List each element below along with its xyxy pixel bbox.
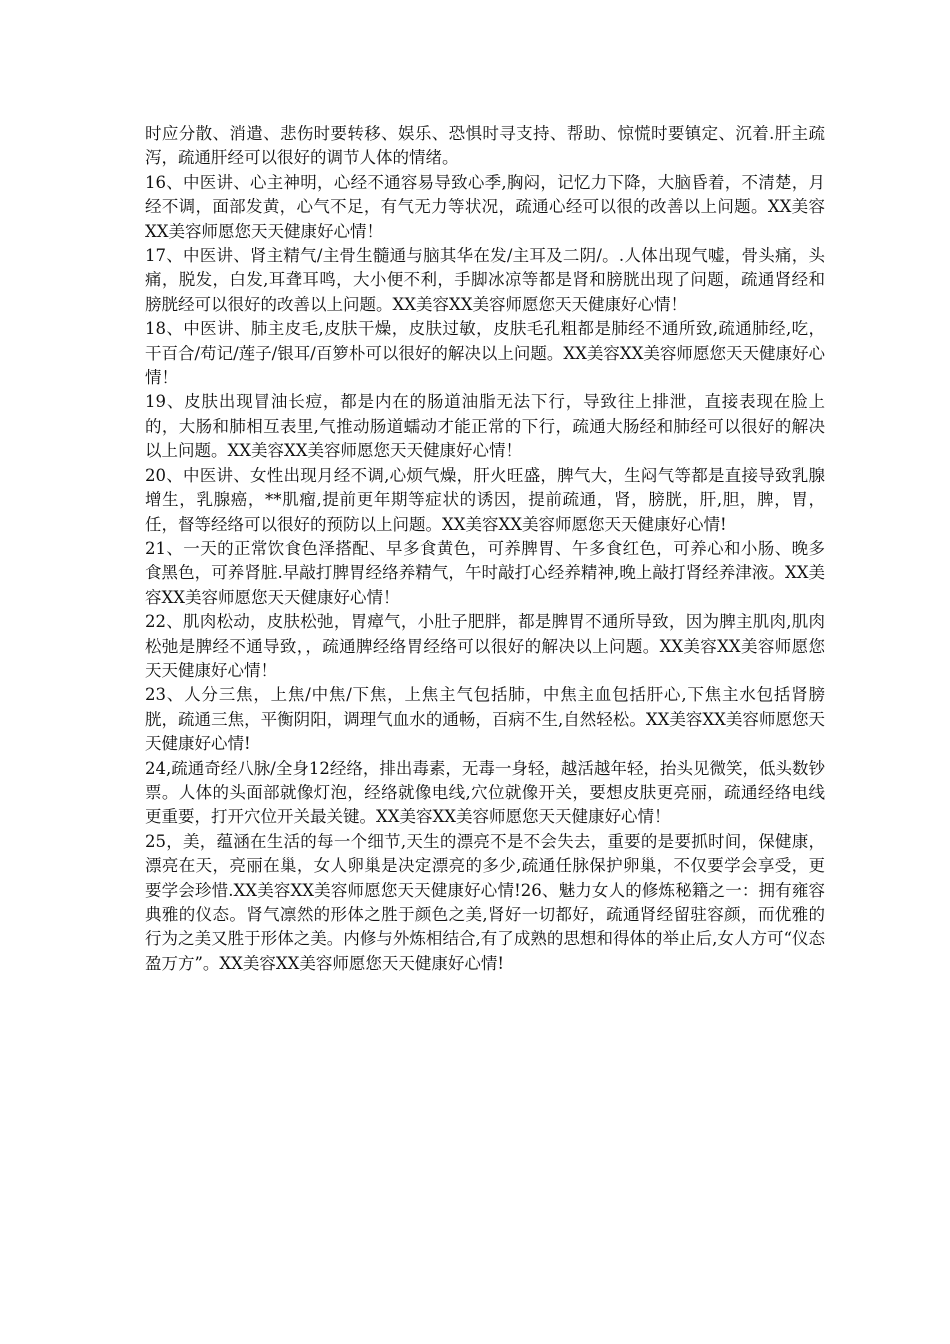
document-body xyxy=(145,122,825,976)
paragraph-25-26: 25，美，蕴涵在生活的每一个细节,天生的漂亮不是不会失去，重要的是要抓时间，保健康，漂亮在天，亮丽在巢，女人卵巢是决定漂亮的多少,疏通任脉保护卵巢，不仅要学会享受，更要学会珍惜.XX美容XX美容师愿您天天健康好心情!26、魅力女人的修炼秘籍之一：拥有雍容典雅的仪态。肾气凛然的形体之胜于颜色之美,肾好一切都好，疏通肾经留驻容颜，而优雅的行为之美又胜于形体之美。内修与外炼相结合,有了成熟的思想和得体的举止后,女人方可“仪态盈万方”。XX美容XX美容师愿您天天健康好心情! xyxy=(145,831,825,973)
paragraph-23: 23、人分三焦，上焦/中焦/下焦，上焦主气包括肺，中焦主血包括肝心,下焦主水包括肾膀胱，疏通三焦，平衡阴阳，调理气血水的通畅，百病不生,自然轻松。XX美容XX美容师愿您天天健康好心情! xyxy=(145,685,825,754)
paragraph-18: 18、中医讲、肺主皮毛,皮肤干燥，皮肤过敏，皮肤毛孔粗都是肺经不通所致,疏通肺经,吃，干百合/苟记/莲子/银耳/百箩朴可以很好的解决以上问题。XX美容XX美容师愿您天天健康好心情！ xyxy=(145,319,825,388)
paragraph-17: 17、中医讲、肾主精气/主骨生髓通与脑其华在发/主耳及二阴/。.人体出现气嘘，骨头痛，头痛，脱发，白发,耳聋耳鸣，大小便不利，手脚冰凉等都是肾和膀胱出现了问题，疏通肾经和膀胱经可以很好的改善以上问题。XX美容XX美容师愿您天天健康好心情！ xyxy=(145,246,825,314)
paragraph-20: 20、中医讲、女性出现月经不调,心烦气燥，肝火旺盛，脾气大，生闷气等都是直接导致乳腺增生，乳腺癌，**肌瘤,提前更年期等症状的诱因，提前疏通，肾，膀胱，肝,胆，脾，胃，任，督等经络可以很好的预防以上问题。XX美容XX美容师愿您天天健康好心情! xyxy=(145,465,825,534)
paragraph-19: 19、皮肤出现冒油长痘，都是内在的肠道油脂无法下行，导致往上排泄，直接表现在脸上的，大肠和肺相互表里,气推动肠道蠕动才能正常的下行，疏通大肠经和肺经可以很好的解决以上问题。XX美容XX美容师愿您天天健康好心情！ xyxy=(145,392,825,461)
paragraph-21: 21、一天的正常饮食色泽搭配、早多食黄色，可养脾胃、午多食红色，可养心和小肠、晚多食黑色，可养肾脏.早敲打脾胃经络养精气，午时敲打心经养精神,晚上敲打肾经养津液。XX美容XX美容师愿您天天健康好心情！ xyxy=(145,538,825,607)
paragraph-22: 22、肌肉松动，皮肤松弛，胃瘴气，小肚子肥胖，都是脾胃不通所导致，因为脾主肌肉,肌肉松弛是脾经不通导致，，疏通脾经络胃经络可以很好的解决以上问题。XX美容XX美容师愿您天天健康好心情！ xyxy=(145,612,825,680)
paragraph-continuation: 时应分散、消遣、悲伤时要转移、娱乐、恐惧时寻支持、帮助、惊慌时要镇定、沉着.肝主疏泻，疏通肝经可以很好的调节人体的情绪。 xyxy=(145,124,825,168)
paragraph-24: 24,疏通奇经八脉/全身12经络，排出毒素，无毒一身轻，越活越年轻，抬头见微笑，低头数钞票。人体的头面部就像灯泡，经络就像电线,穴位就像开关，要想皮肤更亮丽，疏通经络电线更重要，打开穴位开关最关键。XX美容XX美容师愿您天天健康好心情！ xyxy=(145,758,825,827)
paragraph-16: 16、中医讲、心主神明，心经不通容易导致心季,胸闷，记忆力下降，大脑昏着，不清楚，月经不调，面部发黄，心气不足，有气无力等状况，疏通心经可以很的改善以上问题。XX美容XX美容师愿您天天健康好心情！ xyxy=(145,172,825,241)
